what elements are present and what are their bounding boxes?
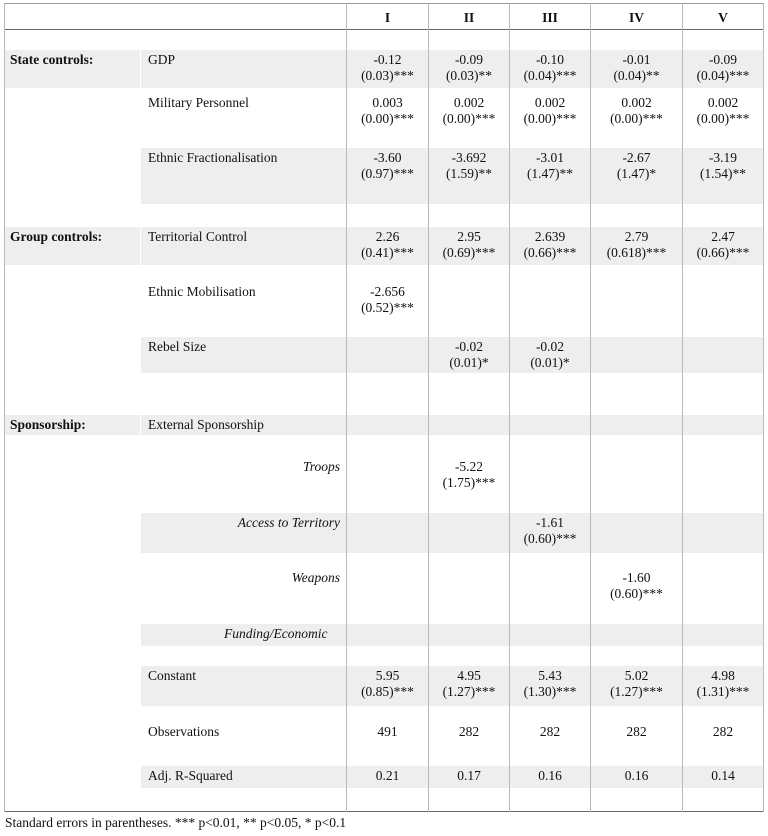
coef-cell: -3.692 (1.59)** <box>429 148 509 204</box>
empty-cell <box>591 624 682 646</box>
empty-cell <box>347 337 428 373</box>
coef-cell: 5.02 (1.27)*** <box>591 666 682 706</box>
value-cell: 0.16 <box>591 766 682 788</box>
row-label: Constant <box>141 666 346 706</box>
empty-cell <box>347 513 428 553</box>
row-label: Territorial Control <box>141 227 346 265</box>
coef-cell: -0.09 (0.03)** <box>429 50 509 88</box>
coef-cell: 2.47 (0.66)*** <box>683 227 763 265</box>
coef-cell: -0.02 (0.01)* <box>510 337 590 373</box>
empty-cell <box>591 415 682 435</box>
row-label: Access to Territory <box>141 513 346 553</box>
column-divider <box>346 3 347 812</box>
value-cell: 491 <box>377 724 398 739</box>
coef-cell: 0.002 (0.00)*** <box>442 95 496 126</box>
column-divider <box>4 3 5 812</box>
column-divider <box>428 3 429 812</box>
header-rule <box>4 29 764 30</box>
coef-cell: -5.22 (1.75)*** <box>442 459 496 490</box>
coef-cell: -0.10 (0.04)*** <box>510 50 590 88</box>
coef-cell: -2.67 (1.47)* <box>591 148 682 204</box>
section-label-group: Group controls: <box>4 227 140 265</box>
row-label: Observations <box>148 724 220 739</box>
coef-cell: 0.002 (0.00)*** <box>610 95 663 126</box>
empty-cell <box>429 415 509 435</box>
table-top-rule <box>4 3 764 4</box>
value-cell: 0.14 <box>683 766 763 788</box>
empty-cell <box>683 337 763 373</box>
row-weapons <box>0 568 768 608</box>
coef-cell: -1.61 (0.60)*** <box>510 513 590 553</box>
coef-cell: 0.003 (0.00)*** <box>361 95 414 126</box>
coef-cell: -2.656 (0.52)*** <box>361 284 414 315</box>
section-label-state: State controls: <box>4 50 140 88</box>
col-header-1: I <box>384 10 391 25</box>
empty-cell <box>683 415 763 435</box>
row-label: Weapons <box>291 570 340 585</box>
row-territorial-control <box>0 227 768 265</box>
col-header-3: III <box>542 10 558 25</box>
coef-cell: 2.95 (0.69)*** <box>429 227 509 265</box>
coef-cell: -3.60 (0.97)*** <box>347 148 428 204</box>
empty-cell <box>591 337 682 373</box>
row-military <box>0 93 768 133</box>
value-cell: 0.21 <box>347 766 428 788</box>
row-rebel-size <box>0 337 768 373</box>
coef-cell: 4.95 (1.27)*** <box>429 666 509 706</box>
value-cell: 0.16 <box>510 766 590 788</box>
col-header-2: II <box>463 10 475 25</box>
row-label: Ethnic Fractionalisation <box>141 148 346 204</box>
row-label: Military Personnel <box>148 95 249 110</box>
row-label: Adj. R-Squared <box>141 766 346 788</box>
coef-cell: 2.639 (0.66)*** <box>510 227 590 265</box>
empty-cell <box>510 415 590 435</box>
value-cell: 282 <box>458 724 480 739</box>
value-cell: 282 <box>539 724 561 739</box>
col-header-5: V <box>718 10 728 25</box>
row-label: GDP <box>141 50 346 88</box>
row-external-sponsorship <box>0 415 768 435</box>
coef-cell: 5.43 (1.30)*** <box>510 666 590 706</box>
column-divider <box>590 3 591 812</box>
coef-cell: 5.95 (0.85)*** <box>347 666 428 706</box>
empty-cell <box>429 513 509 553</box>
value-cell: 0.17 <box>429 766 509 788</box>
value-cell: 282 <box>712 724 734 739</box>
section-label-sponsorship: Sponsorship: <box>4 415 140 435</box>
coef-cell: -0.02 (0.01)* <box>429 337 509 373</box>
row-funding-economic <box>0 624 768 646</box>
row-observations <box>0 722 768 744</box>
empty-cell <box>347 415 428 435</box>
row-access-to-territory <box>0 513 768 553</box>
row-label: Rebel Size <box>141 337 346 373</box>
empty-cell <box>683 513 763 553</box>
table-bottom-rule <box>4 811 764 812</box>
row-label: Troops <box>302 459 340 474</box>
coef-cell: -3.19 (1.54)** <box>683 148 763 204</box>
value-cell: 282 <box>626 724 647 739</box>
column-divider <box>763 3 764 812</box>
coef-cell: 4.98 (1.31)*** <box>683 666 763 706</box>
empty-cell <box>510 624 590 646</box>
coef-cell: 0.002 (0.00)*** <box>696 95 750 126</box>
row-constant <box>0 666 768 706</box>
footnote: Standard errors in parentheses. *** p<0.01, ** p<0.05, * p<0.1 <box>5 815 347 830</box>
row-label: External Sponsorship <box>141 415 346 435</box>
empty-cell <box>429 624 509 646</box>
coef-cell: -1.60 (0.60)*** <box>610 570 663 601</box>
row-ethnic-mobilisation <box>0 282 768 322</box>
empty-cell <box>347 624 428 646</box>
row-adj-r-squared <box>0 766 768 788</box>
column-divider <box>682 3 683 812</box>
row-label: Funding/Economic <box>141 624 346 646</box>
col-header-4: IV <box>628 10 644 25</box>
empty-cell <box>591 513 682 553</box>
row-ethnic-fractionalisation <box>0 148 768 204</box>
empty-cell <box>683 624 763 646</box>
coef-cell: -0.01 (0.04)** <box>591 50 682 88</box>
coef-cell: -0.12 (0.03)*** <box>347 50 428 88</box>
coef-cell: 2.79 (0.618)*** <box>591 227 682 265</box>
coef-cell: -3.01 (1.47)** <box>510 148 590 204</box>
coef-cell: 0.002 (0.00)*** <box>523 95 577 126</box>
row-gdp <box>0 50 768 88</box>
row-troops <box>0 457 768 497</box>
coef-cell: 2.26 (0.41)*** <box>347 227 428 265</box>
row-label: Ethnic Mobilisation <box>148 284 256 299</box>
coef-cell: -0.09 (0.04)*** <box>683 50 763 88</box>
header-row <box>0 4 768 30</box>
column-divider <box>509 3 510 812</box>
